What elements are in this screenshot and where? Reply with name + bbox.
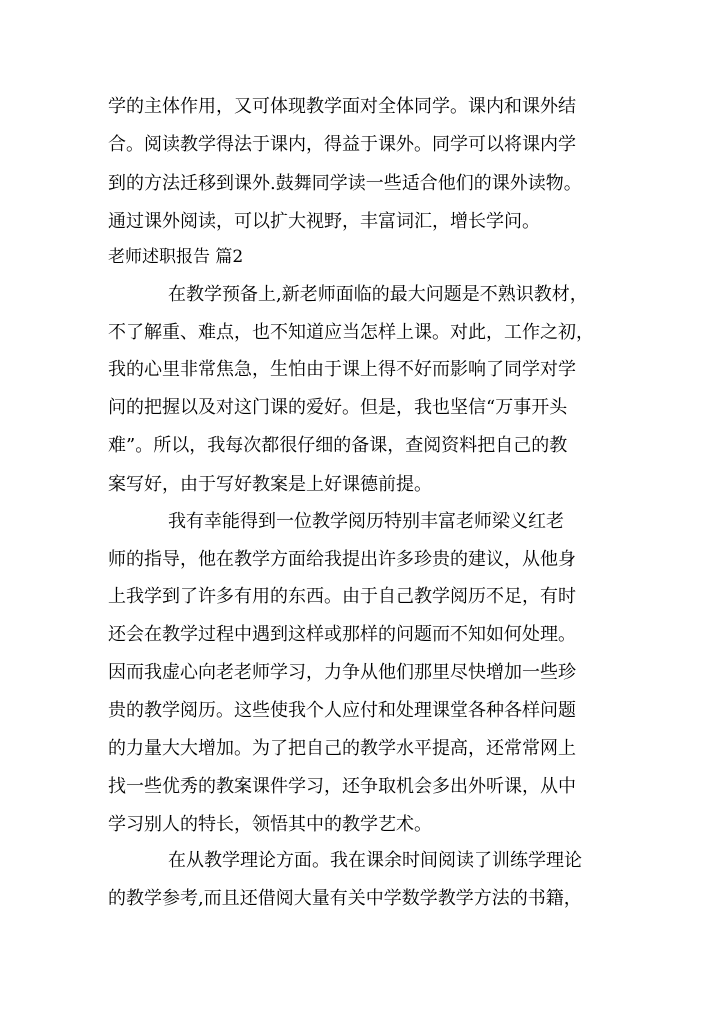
paragraph-line: 上我学到了许多有用的东西。由于自己教学阅历不足，有时 [108,586,576,607]
paragraph-line: 的力量大大增加。为了把自己的教学水平提高，还常常网上 [108,738,576,759]
paragraph-line: 的教学参考,而且还借阅大量有关中学数学教学方法的书籍， [108,888,582,909]
paragraph-line: 我的心里非常焦急，生怕由于课上得不好而影响了同学对学 [108,359,576,380]
paragraph-line: 还会在教学过程中遇到这样或那样的问题而不知如何处理。 [108,624,576,645]
paragraph-first-line: 我有幸能得到一位教学阅历特别丰富老师梁义红老 [168,511,564,532]
paragraph-line: 合。阅读教学得法于课内，得益于课外。同学可以将课内学 [108,134,576,155]
paragraph-line: 案写好，由于写好教案是上好课德前提。 [108,474,432,495]
paragraph-line: 找一些优秀的教案课件学习，还争取机会多出外听课，从中 [108,776,576,797]
paragraph-line: 难”。所以，我每次都很仔细的备课，查阅资料把自己的教 [108,435,568,456]
paragraph-line: 通过课外阅读，可以扩大视野，丰富词汇，增长学问。 [108,211,540,232]
paragraph-line: 贵的教学阅历。这些使我个人应付和处理课堂各种各样问题 [108,700,576,721]
paragraph-line: 学的主体作用，又可体现教学面对全体同学。课内和课外结 [108,96,576,117]
paragraph-first-line: 在教学预备上,新老师面临的最大问题是不熟识教材， [168,284,588,305]
section-heading: 老师述职报告 篇2 [108,247,244,267]
paragraph-line: 学习别人的特长，领悟其中的教学艺术。 [108,814,432,835]
paragraph-line: 问的把握以及对这门课的爱好。但是，我也坚信“万事开头 [108,397,568,418]
paragraph-line: 因而我虚心向老老师学习，力争从他们那里尽快增加一些珍 [108,662,576,683]
paragraph-line: 到的方法迁移到课外.鼓舞同学读一些适合他们的课外读物。 [108,173,582,194]
paragraph-line: 不了解重、难点，也不知道应当怎样上课。对此，工作之初， [108,322,594,343]
paragraph-first-line: 在从教学理论方面。我在课余时间阅读了训练学理论 [168,850,582,871]
paragraph-line: 师的指导，他在教学方面给我提出许多珍贵的建议，从他身 [108,549,576,570]
